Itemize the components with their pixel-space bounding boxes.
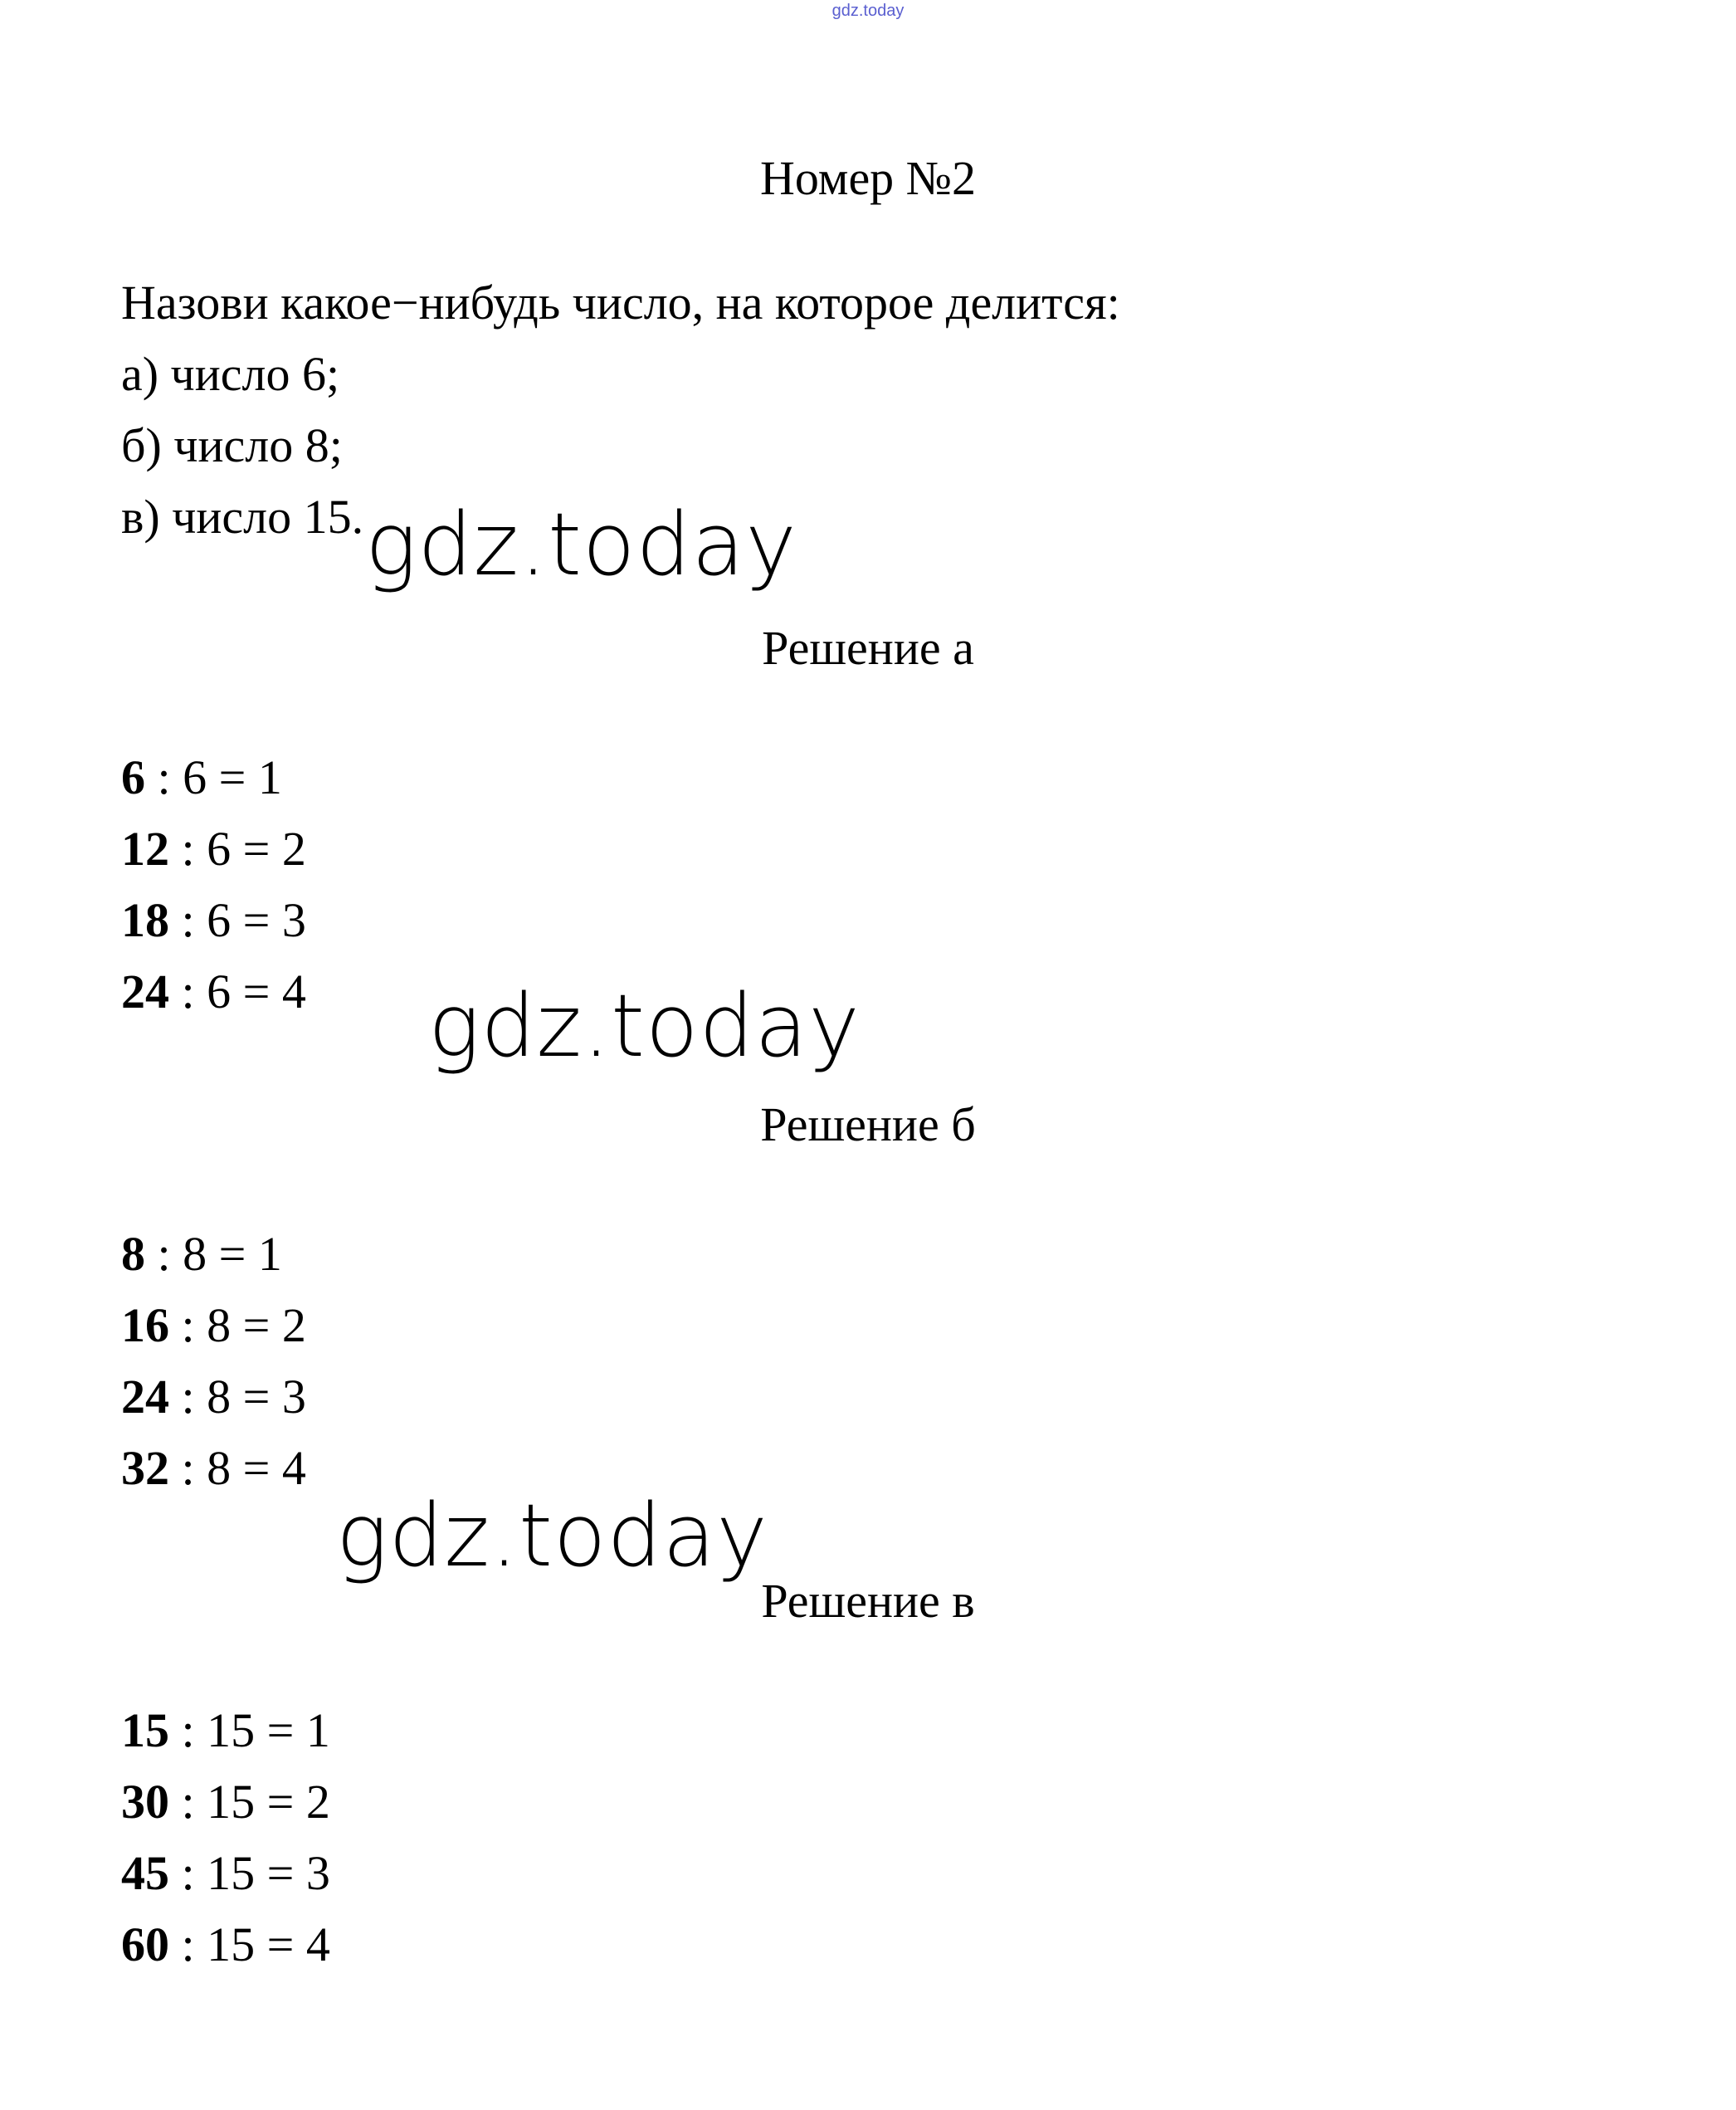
dividend: 16 xyxy=(121,1298,169,1352)
dividend: 18 xyxy=(121,893,169,947)
dividend: 24 xyxy=(121,965,169,1018)
solution-b-row xyxy=(121,1368,306,1426)
dividend: 15 xyxy=(121,1703,169,1757)
solution-b-row xyxy=(121,1225,282,1283)
problem-item-a: а) число 6; xyxy=(121,347,340,401)
equation-rest: : 8 = 2 xyxy=(169,1298,306,1352)
solution-c-row xyxy=(121,1773,330,1831)
problem-title: Номер №2 xyxy=(759,151,977,205)
solution-b-row xyxy=(121,1297,306,1355)
watermark-2: gdz.today xyxy=(428,975,861,1077)
dividend: 8 xyxy=(121,1227,145,1281)
equation-rest: : 6 = 3 xyxy=(169,893,306,947)
problem-question: Назови какое−нибудь число, на которое делится: xyxy=(121,276,1120,330)
solution-a-row xyxy=(121,820,306,878)
equation-rest: : 8 = 4 xyxy=(169,1441,306,1495)
solution-b-row xyxy=(121,1439,306,1497)
solution-c-row xyxy=(121,1916,330,1974)
watermark-1: gdz.today xyxy=(365,494,797,595)
equation-rest: : 8 = 1 xyxy=(145,1227,282,1281)
solution-c-row xyxy=(121,1844,330,1902)
dividend: 45 xyxy=(121,1846,169,1900)
equation-rest: : 6 = 4 xyxy=(169,965,306,1018)
equation-rest: : 8 = 3 xyxy=(169,1370,306,1424)
problem-item-c: в) число 15. xyxy=(121,490,364,544)
solution-c-row xyxy=(121,1702,330,1760)
equation-rest: : 15 = 4 xyxy=(169,1917,330,1971)
dividend: 60 xyxy=(121,1917,169,1971)
dividend: 30 xyxy=(121,1775,169,1829)
solution-b-heading: Решение б xyxy=(760,1097,976,1151)
solution-a-row xyxy=(121,963,306,1021)
watermark-3: gdz.today xyxy=(336,1485,768,1586)
solution-a-row xyxy=(121,749,282,807)
equation-rest: : 15 = 1 xyxy=(169,1703,330,1757)
equation-rest: : 6 = 2 xyxy=(169,822,306,876)
dividend: 6 xyxy=(121,750,145,804)
equation-rest: : 15 = 3 xyxy=(169,1846,330,1900)
solution-a-row xyxy=(121,891,306,950)
equation-rest: : 6 = 1 xyxy=(145,750,282,804)
problem-item-b: б) число 8; xyxy=(121,418,343,472)
dividend: 12 xyxy=(121,822,169,876)
equation-rest: : 15 = 2 xyxy=(169,1775,330,1829)
solution-c-heading: Решение в xyxy=(761,1574,975,1628)
dividend: 24 xyxy=(121,1370,169,1424)
site-watermark-top: gdz.today xyxy=(831,2,905,20)
dividend: 32 xyxy=(121,1441,169,1495)
solution-a-heading: Решение а xyxy=(762,621,974,675)
